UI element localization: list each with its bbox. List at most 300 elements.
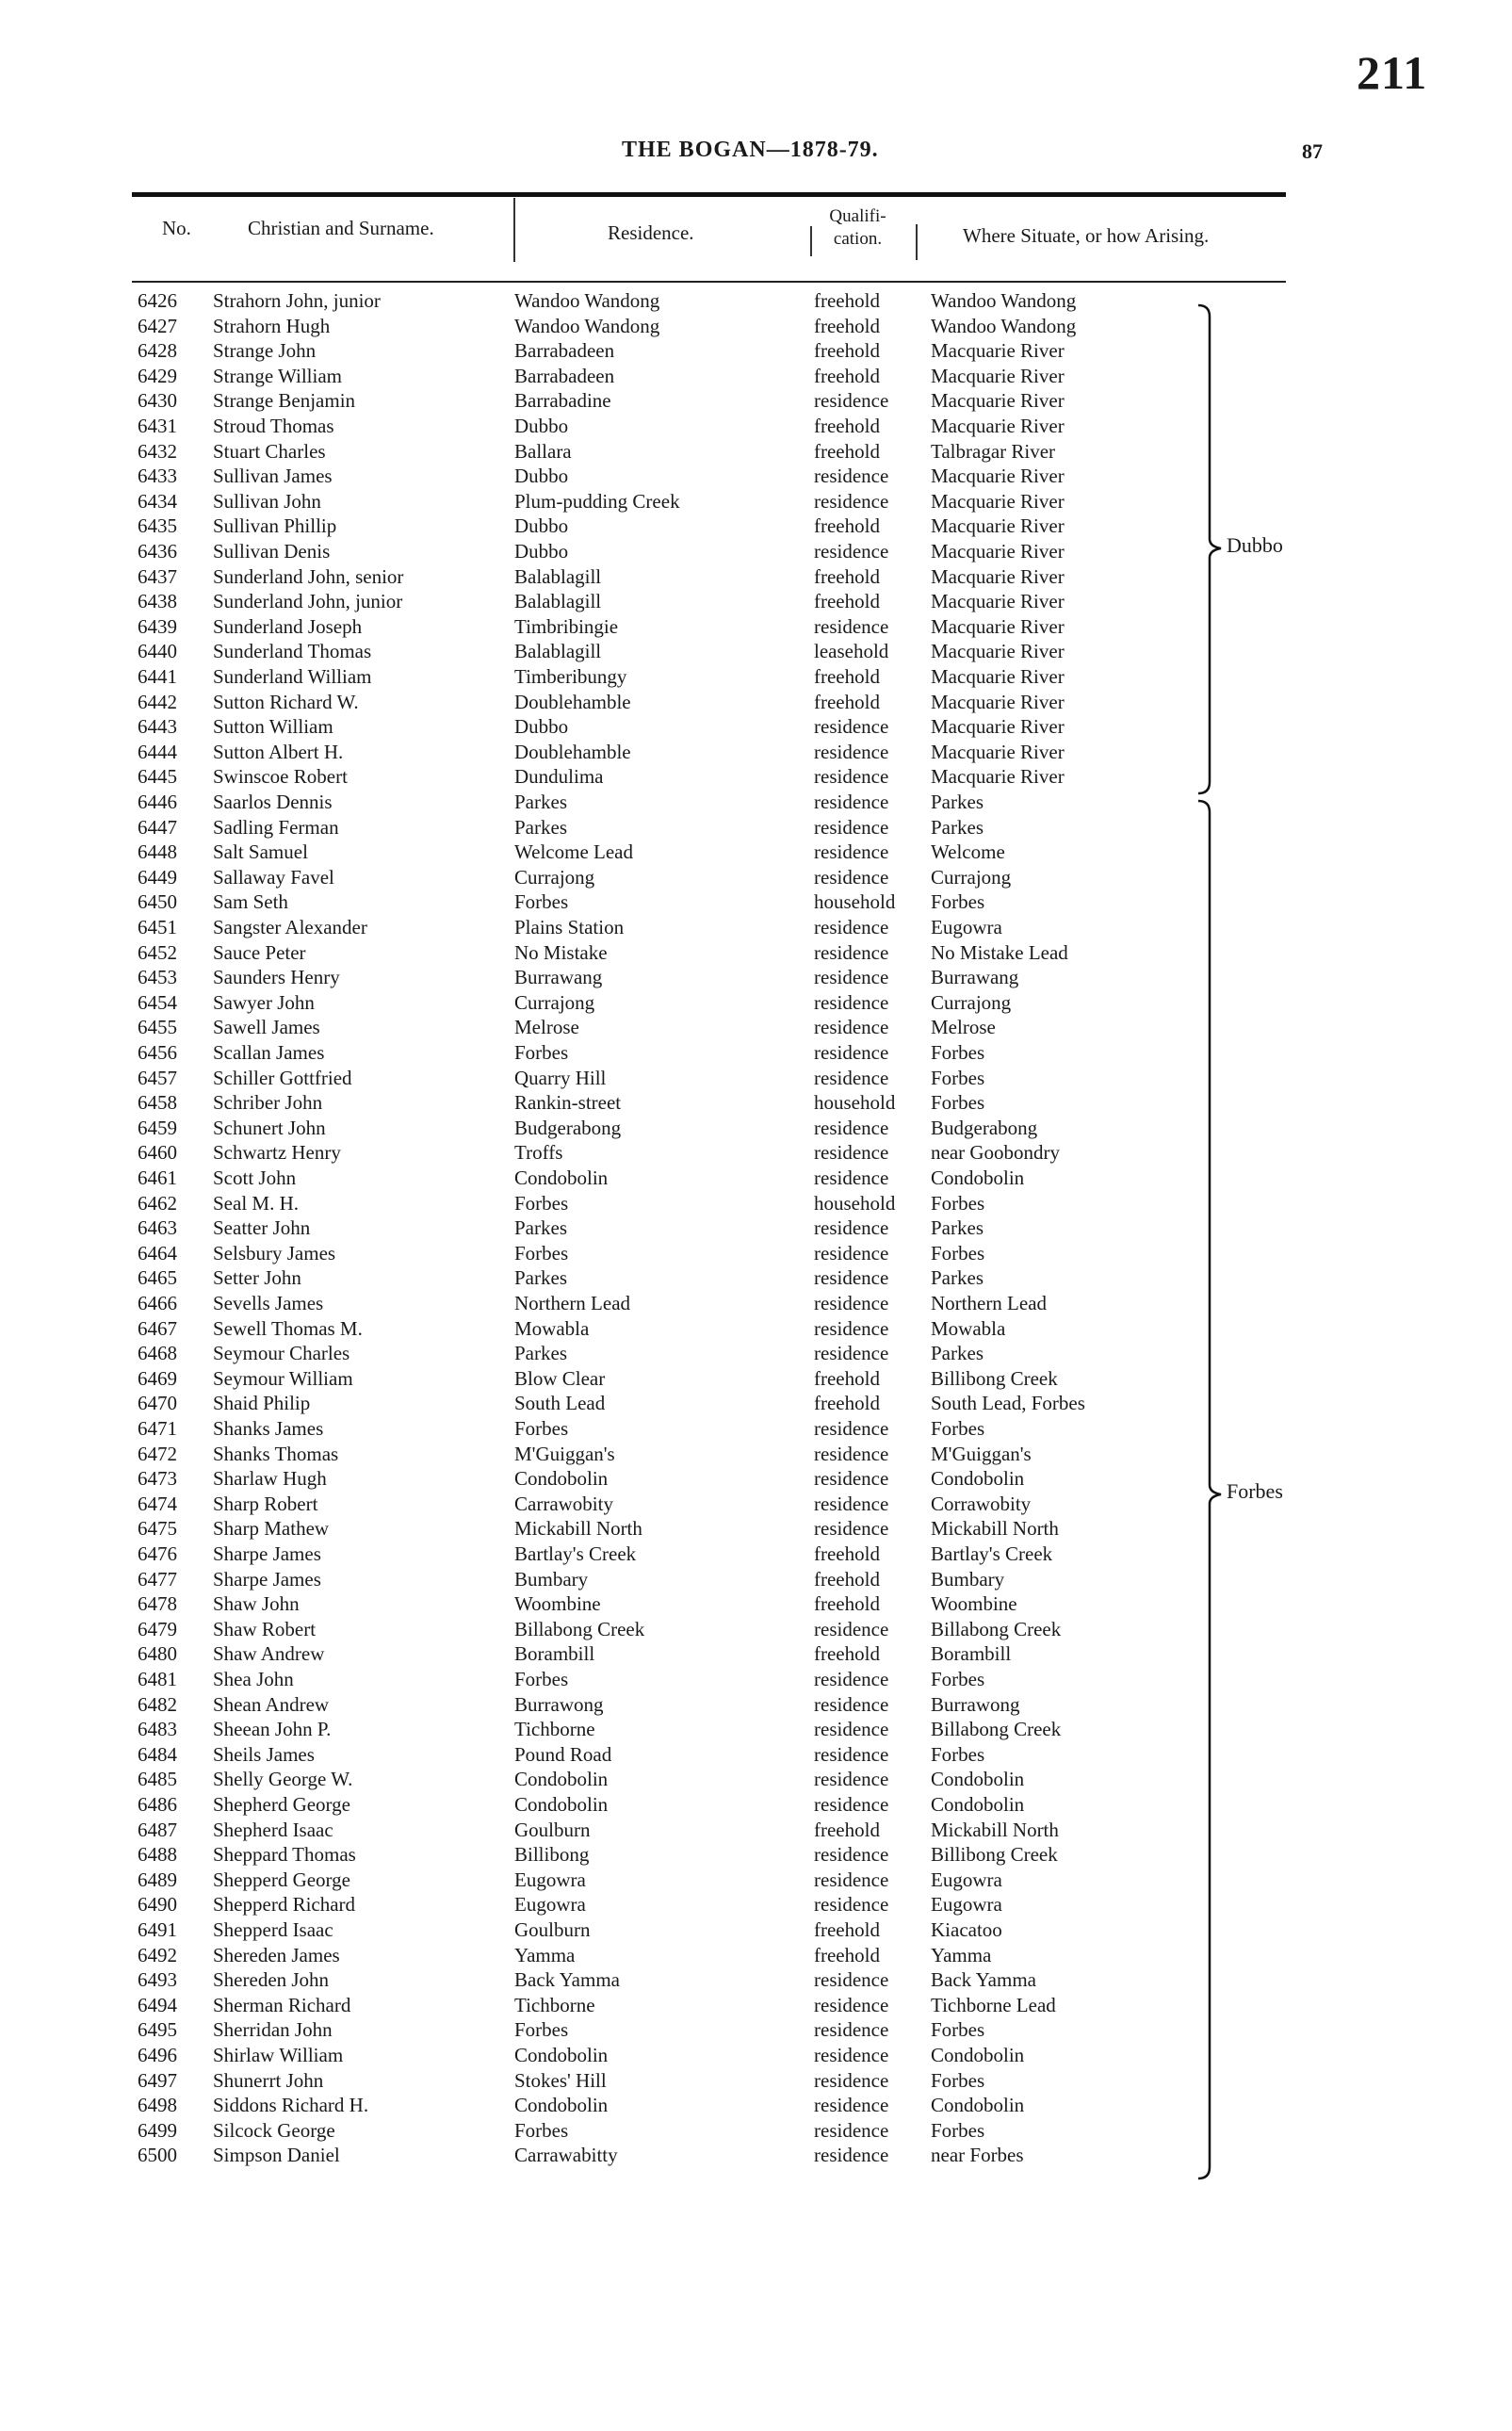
table-row bbox=[0, 764, 1512, 790]
elector-name: Sullivan John bbox=[213, 489, 321, 513]
qualification: residence bbox=[814, 940, 889, 964]
entry-number: 6429 bbox=[138, 364, 177, 387]
qualification: residence bbox=[814, 1066, 889, 1089]
residence: Forbes bbox=[514, 890, 569, 914]
where-situate: Macquarie River bbox=[931, 465, 1065, 488]
district-label-forbes: Forbes bbox=[1227, 1479, 1283, 1503]
entry-number: 6457 bbox=[138, 1066, 177, 1089]
where-situate: Condobolin bbox=[931, 2044, 1025, 2066]
qualification: leasehold bbox=[814, 640, 889, 663]
district-braces bbox=[1196, 292, 1225, 2186]
table-row bbox=[0, 414, 1512, 439]
residence: Billabong Creek bbox=[514, 1617, 645, 1640]
where-situate: near Goobondry bbox=[931, 1141, 1061, 1165]
elector-name: Sherridan John bbox=[213, 2018, 333, 2042]
residence: Condobolin bbox=[514, 2094, 609, 2117]
where-situate: Eugowra bbox=[931, 916, 1002, 938]
entry-number: 6472 bbox=[138, 1442, 177, 1465]
residence: Parkes bbox=[514, 815, 567, 839]
elector-name: Shereden John bbox=[213, 1968, 330, 1992]
elector-name: Sevells James bbox=[213, 1292, 324, 1314]
entry-number: 6431 bbox=[138, 415, 177, 437]
entry-number: 6489 bbox=[138, 1868, 177, 1891]
where-situate: M'Guiggan's bbox=[931, 1442, 1032, 1465]
residence: Stokes' Hill bbox=[514, 2068, 607, 2092]
residence: Plains Station bbox=[514, 916, 625, 938]
qualification: freehold bbox=[814, 564, 880, 588]
table-row bbox=[0, 1717, 1512, 1742]
residence: Bartlay's Creek bbox=[514, 1542, 637, 1565]
entry-number: 6478 bbox=[138, 1592, 177, 1616]
where-situate: Macquarie River bbox=[931, 540, 1065, 563]
qualification: freehold bbox=[814, 690, 880, 713]
elector-name: Stuart Charles bbox=[213, 439, 326, 463]
qualification: residence bbox=[814, 715, 889, 739]
elector-name: Scott John bbox=[213, 1167, 297, 1189]
elector-name: Sunderland Joseph bbox=[213, 614, 363, 638]
residence: No Mistake bbox=[514, 940, 608, 964]
where-situate: Wandoo Wandong bbox=[931, 289, 1077, 312]
residence: Condobolin bbox=[514, 1793, 609, 1816]
qualification: freehold bbox=[814, 514, 880, 538]
qualification: residence bbox=[814, 1417, 889, 1440]
elector-name: Saunders Henry bbox=[213, 966, 340, 989]
qualification: residence bbox=[814, 740, 889, 763]
residence: Budgerabong bbox=[514, 1116, 622, 1139]
elector-name: Sharlaw Hugh bbox=[213, 1467, 327, 1491]
table-row bbox=[0, 1868, 1512, 1893]
qualification: residence bbox=[814, 1041, 889, 1064]
qualification: residence bbox=[814, 815, 889, 839]
table-row bbox=[0, 1116, 1512, 1141]
district-label-dubbo: Dubbo bbox=[1227, 533, 1283, 557]
entry-number: 6476 bbox=[138, 1542, 177, 1565]
where-situate: Forbes bbox=[931, 1041, 985, 1064]
elector-name: Sadling Ferman bbox=[213, 815, 339, 839]
elector-name: Seymour William bbox=[213, 1366, 353, 1390]
where-situate: Forbes bbox=[931, 1191, 985, 1215]
where-situate: Forbes bbox=[931, 1066, 985, 1089]
elector-name: Simpson Daniel bbox=[213, 2144, 340, 2167]
residence: Forbes bbox=[514, 1191, 569, 1215]
entry-number: 6493 bbox=[138, 1968, 177, 1992]
elector-name: Shaw Andrew bbox=[213, 1642, 325, 1666]
table-row bbox=[0, 1366, 1512, 1392]
residence: Burrawang bbox=[514, 966, 603, 989]
where-situate: Corrawobity bbox=[931, 1492, 1032, 1515]
column-header-residence: Residence. bbox=[608, 221, 694, 244]
where-situate: Macquarie River bbox=[931, 364, 1065, 387]
where-situate: Billibong Creek bbox=[931, 1843, 1058, 1867]
table-row bbox=[0, 1316, 1512, 1342]
residence: Billibong bbox=[514, 1843, 590, 1867]
entry-number: 6451 bbox=[138, 916, 177, 938]
elector-name: Shirlaw William bbox=[213, 2044, 344, 2066]
entry-number: 6485 bbox=[138, 1768, 177, 1791]
table-row bbox=[0, 664, 1512, 690]
table-row bbox=[0, 388, 1512, 414]
entry-number: 6495 bbox=[138, 2018, 177, 2042]
table-row bbox=[0, 1943, 1512, 1968]
table-row bbox=[0, 1040, 1512, 1066]
residence: Forbes bbox=[514, 1668, 569, 1690]
entry-number: 6470 bbox=[138, 1392, 177, 1415]
entry-number: 6482 bbox=[138, 1692, 177, 1716]
where-situate: Burrawong bbox=[931, 1692, 1020, 1716]
elector-name: Shepperd Isaac bbox=[213, 1918, 333, 1941]
entry-number: 6461 bbox=[138, 1167, 177, 1189]
elector-name: Schiller Gottfried bbox=[213, 1066, 352, 1089]
residence: Pound Road bbox=[514, 1742, 612, 1766]
entry-number: 6452 bbox=[138, 940, 177, 964]
elector-name: Sullivan Denis bbox=[213, 540, 331, 563]
table-row bbox=[0, 1767, 1512, 1792]
entry-number: 6447 bbox=[138, 815, 177, 839]
entry-number: 6487 bbox=[138, 1818, 177, 1841]
where-situate: Condobolin bbox=[931, 1167, 1025, 1189]
entry-number: 6434 bbox=[138, 489, 177, 513]
entry-number: 6486 bbox=[138, 1793, 177, 1816]
entry-number: 6480 bbox=[138, 1642, 177, 1666]
qualification: residence bbox=[814, 1216, 889, 1240]
qualification: residence bbox=[814, 1893, 889, 1917]
table-row bbox=[0, 1842, 1512, 1868]
where-situate: Billabong Creek bbox=[931, 1718, 1062, 1741]
where-situate: Billibong Creek bbox=[931, 1366, 1058, 1390]
entry-number: 6436 bbox=[138, 540, 177, 563]
qualification: residence bbox=[814, 540, 889, 563]
elector-name: Sam Seth bbox=[213, 890, 288, 914]
entry-number: 6477 bbox=[138, 1567, 177, 1591]
entry-number: 6428 bbox=[138, 339, 177, 363]
elector-name: Sewell Thomas M. bbox=[213, 1316, 363, 1340]
elector-name: Sunderland John, senior bbox=[213, 564, 404, 588]
residence: Condobolin bbox=[514, 1467, 609, 1491]
residence: Doublehamble bbox=[514, 690, 631, 713]
entry-number: 6471 bbox=[138, 1417, 177, 1440]
where-situate: Condobolin bbox=[931, 1793, 1025, 1816]
where-situate: near Forbes bbox=[931, 2144, 1024, 2167]
table-row bbox=[0, 539, 1512, 564]
residence: South Lead bbox=[514, 1392, 606, 1415]
entry-number: 6444 bbox=[138, 740, 177, 763]
residence: Parkes bbox=[514, 1266, 567, 1290]
elector-name: Sunderland Thomas bbox=[213, 640, 372, 663]
elector-name: Sawyer John bbox=[213, 990, 315, 1014]
residence: Woombine bbox=[514, 1592, 601, 1616]
entry-number: 6433 bbox=[138, 465, 177, 488]
qualification: residence bbox=[814, 1316, 889, 1340]
column-separator bbox=[916, 224, 918, 260]
qualification: residence bbox=[814, 1442, 889, 1465]
qualification: residence bbox=[814, 966, 889, 989]
elector-name: Selsbury James bbox=[213, 1241, 336, 1264]
table-row bbox=[0, 2143, 1512, 2168]
elector-name: Shunerrt John bbox=[213, 2068, 324, 2092]
table-row bbox=[0, 439, 1512, 465]
table-row bbox=[0, 1993, 1512, 2018]
qualification: residence bbox=[814, 1718, 889, 1741]
elector-name: Sullivan James bbox=[213, 465, 333, 488]
elector-name: Strange John bbox=[213, 339, 317, 363]
qualification: residence bbox=[814, 614, 889, 638]
where-situate: Bumbary bbox=[931, 1567, 1005, 1591]
table-row bbox=[0, 614, 1512, 640]
table-row bbox=[0, 2068, 1512, 2094]
where-situate: Mickabill North bbox=[931, 1818, 1059, 1841]
qualification: residence bbox=[814, 916, 889, 938]
entry-number: 6456 bbox=[138, 1041, 177, 1064]
elector-name: Shea John bbox=[213, 1668, 294, 1690]
table-row bbox=[0, 690, 1512, 715]
entry-number: 6468 bbox=[138, 1342, 177, 1365]
where-situate: Forbes bbox=[931, 1091, 985, 1115]
entry-number: 6435 bbox=[138, 514, 177, 538]
elector-name: Shepperd George bbox=[213, 1868, 350, 1891]
residence: Forbes bbox=[514, 1417, 569, 1440]
residence: Bumbary bbox=[514, 1567, 589, 1591]
residence: Blow Clear bbox=[514, 1366, 606, 1390]
where-situate: Mowabla bbox=[931, 1316, 1006, 1340]
column-header-no: No. bbox=[162, 217, 191, 239]
qualification: freehold bbox=[814, 415, 880, 437]
entry-number: 6462 bbox=[138, 1191, 177, 1215]
qualification: freehold bbox=[814, 439, 880, 463]
elector-name: Scallan James bbox=[213, 1041, 325, 1064]
qualification: residence bbox=[814, 791, 889, 813]
elector-name: Shaw John bbox=[213, 1592, 300, 1616]
qualification: residence bbox=[814, 2094, 889, 2117]
entry-number: 6437 bbox=[138, 564, 177, 588]
elector-name: Sauce Peter bbox=[213, 940, 306, 964]
page-number: 87 bbox=[1302, 139, 1323, 163]
qualification: freehold bbox=[814, 1592, 880, 1616]
where-situate: Bartlay's Creek bbox=[931, 1542, 1053, 1565]
residence: Condobolin bbox=[514, 2044, 609, 2066]
entry-number: 6432 bbox=[138, 439, 177, 463]
where-situate: Condobolin bbox=[931, 1768, 1025, 1791]
where-situate: Eugowra bbox=[931, 1893, 1002, 1917]
residence: Melrose bbox=[514, 1016, 579, 1039]
where-situate: Forbes bbox=[931, 1742, 985, 1766]
entry-number: 6445 bbox=[138, 765, 177, 789]
residence: Rankin-street bbox=[514, 1091, 622, 1115]
elector-name: Swinscoe Robert bbox=[213, 765, 348, 789]
elector-name: Sawell James bbox=[213, 1016, 320, 1039]
entry-number: 6455 bbox=[138, 1016, 177, 1039]
qualification: residence bbox=[814, 1241, 889, 1264]
where-situate: Macquarie River bbox=[931, 715, 1065, 739]
table-row bbox=[0, 865, 1512, 890]
residence: Parkes bbox=[514, 1216, 567, 1240]
residence: Mickabill North bbox=[514, 1517, 642, 1541]
qualification: freehold bbox=[814, 1918, 880, 1941]
elector-name: Saarlos Dennis bbox=[213, 791, 333, 813]
where-situate: South Lead, Forbes bbox=[931, 1392, 1085, 1415]
entry-number: 6492 bbox=[138, 1943, 177, 1966]
residence: Wandoo Wandong bbox=[514, 314, 660, 337]
table-row bbox=[0, 815, 1512, 840]
elector-name: Seymour Charles bbox=[213, 1342, 350, 1365]
qualification: residence bbox=[814, 2144, 889, 2167]
entry-number: 6446 bbox=[138, 791, 177, 813]
entry-number: 6454 bbox=[138, 990, 177, 1014]
residence: Tichborne bbox=[514, 1993, 595, 2016]
residence: Tichborne bbox=[514, 1718, 595, 1741]
entry-number: 6483 bbox=[138, 1718, 177, 1741]
residence: Eugowra bbox=[514, 1893, 586, 1917]
elector-name: Sangster Alexander bbox=[213, 916, 367, 938]
qualification: residence bbox=[814, 1993, 889, 2016]
elector-name: Sutton Richard W. bbox=[213, 690, 359, 713]
table-row bbox=[0, 1265, 1512, 1291]
residence: Currajong bbox=[514, 865, 595, 889]
residence: Carrawabitty bbox=[514, 2144, 618, 2167]
qualification: residence bbox=[814, 1141, 889, 1165]
residence: Forbes bbox=[514, 2118, 569, 2142]
entry-number: 6469 bbox=[138, 1366, 177, 1390]
table-row bbox=[0, 338, 1512, 364]
where-situate: Condobolin bbox=[931, 2094, 1025, 2117]
where-situate: Forbes bbox=[931, 2118, 985, 2142]
qualification: freehold bbox=[814, 289, 880, 312]
table-row bbox=[0, 489, 1512, 514]
qualification: residence bbox=[814, 2018, 889, 2042]
table-row bbox=[0, 1667, 1512, 1692]
entry-number: 6484 bbox=[138, 1742, 177, 1766]
elector-name: Shaw Robert bbox=[213, 1617, 317, 1640]
qualification: freehold bbox=[814, 1567, 880, 1591]
entry-number: 6494 bbox=[138, 1993, 177, 2016]
qualification: residence bbox=[814, 1692, 889, 1716]
where-situate: Macquarie River bbox=[931, 339, 1065, 363]
elector-name: Shaid Philip bbox=[213, 1392, 311, 1415]
elector-name: Setter John bbox=[213, 1266, 301, 1290]
table-row bbox=[0, 740, 1512, 765]
residence: Timbribingie bbox=[514, 614, 619, 638]
qualification: residence bbox=[814, 1968, 889, 1992]
entry-number: 6488 bbox=[138, 1843, 177, 1867]
where-situate: Forbes bbox=[931, 1417, 985, 1440]
entry-number: 6458 bbox=[138, 1091, 177, 1115]
where-situate: Forbes bbox=[931, 1241, 985, 1264]
elector-name: Sharpe James bbox=[213, 1542, 321, 1565]
elector-name: Siddons Richard H. bbox=[213, 2094, 369, 2117]
table-row bbox=[0, 1166, 1512, 1191]
residence: Eugowra bbox=[514, 1868, 586, 1891]
entry-number: 6459 bbox=[138, 1116, 177, 1139]
residence: Barrabadeen bbox=[514, 364, 615, 387]
residence: Forbes bbox=[514, 1241, 569, 1264]
where-situate: Woombine bbox=[931, 1592, 1017, 1616]
entry-number: 6449 bbox=[138, 865, 177, 889]
entry-number: 6465 bbox=[138, 1266, 177, 1290]
qualification: residence bbox=[814, 990, 889, 1014]
entry-number: 6443 bbox=[138, 715, 177, 739]
table-row bbox=[0, 1692, 1512, 1718]
table-row bbox=[0, 1291, 1512, 1316]
elector-name: Sheean John P. bbox=[213, 1718, 332, 1741]
qualification: freehold bbox=[814, 1943, 880, 1966]
table-row bbox=[0, 314, 1512, 339]
elector-name: Schriber John bbox=[213, 1091, 323, 1115]
residence: Balablagill bbox=[514, 564, 602, 588]
table-row bbox=[0, 2017, 1512, 2043]
qualification: residence bbox=[814, 465, 889, 488]
qualification: residence bbox=[814, 865, 889, 889]
qualification: household bbox=[814, 890, 896, 914]
qualification: freehold bbox=[814, 1392, 880, 1415]
entry-number: 6475 bbox=[138, 1517, 177, 1541]
qualification: residence bbox=[814, 1617, 889, 1640]
table-row bbox=[0, 1742, 1512, 1768]
where-situate: Northern Lead bbox=[931, 1292, 1048, 1314]
entry-number: 6430 bbox=[138, 389, 177, 413]
residence: Goulburn bbox=[514, 1818, 591, 1841]
elector-name: Schwartz Henry bbox=[213, 1141, 341, 1165]
elector-name: Shanks James bbox=[213, 1417, 324, 1440]
entry-number: 6491 bbox=[138, 1918, 177, 1941]
table-row bbox=[0, 1191, 1512, 1216]
qualification: freehold bbox=[814, 665, 880, 688]
folio-number: 211 bbox=[1357, 46, 1428, 99]
residence: Balablagill bbox=[514, 590, 602, 613]
qualification: residence bbox=[814, 1266, 889, 1290]
where-situate: Currajong bbox=[931, 990, 1012, 1014]
residence: Condobolin bbox=[514, 1167, 609, 1189]
residence: Dubbo bbox=[514, 415, 569, 437]
where-situate: Kiacatoo bbox=[931, 1918, 1002, 1941]
where-situate: Macquarie River bbox=[931, 590, 1065, 613]
table-row bbox=[0, 639, 1512, 664]
elector-name: Stroud Thomas bbox=[213, 415, 334, 437]
where-situate: Parkes bbox=[931, 1216, 984, 1240]
table-row bbox=[0, 840, 1512, 865]
table-row bbox=[0, 1216, 1512, 1241]
where-situate: Mickabill North bbox=[931, 1517, 1059, 1541]
entry-number: 6474 bbox=[138, 1492, 177, 1515]
where-situate: Welcome bbox=[931, 840, 1005, 864]
elector-name: Sheppard Thomas bbox=[213, 1843, 356, 1867]
residence: Doublehamble bbox=[514, 740, 631, 763]
qualification: freehold bbox=[814, 364, 880, 387]
elector-name: Strahorn John, junior bbox=[213, 289, 381, 312]
qualification: residence bbox=[814, 1768, 889, 1791]
qualification: freehold bbox=[814, 1366, 880, 1390]
residence: Mowabla bbox=[514, 1316, 590, 1340]
elector-name: Shelly George W. bbox=[213, 1768, 353, 1791]
qualification: residence bbox=[814, 1843, 889, 1867]
qualification: residence bbox=[814, 1167, 889, 1189]
table-row bbox=[0, 589, 1512, 614]
where-situate: Parkes bbox=[931, 1266, 984, 1290]
where-situate: Macquarie River bbox=[931, 514, 1065, 538]
qualification: residence bbox=[814, 2044, 889, 2066]
table-row bbox=[0, 1090, 1512, 1116]
residence: Welcome Lead bbox=[514, 840, 633, 864]
entry-number: 6479 bbox=[138, 1617, 177, 1640]
residence: Plum-pudding Creek bbox=[514, 489, 680, 513]
where-situate: Parkes bbox=[931, 1342, 984, 1365]
qualification: residence bbox=[814, 1793, 889, 1816]
table-row bbox=[0, 940, 1512, 966]
elector-name: Schunert John bbox=[213, 1116, 326, 1139]
elector-name: Shepherd Isaac bbox=[213, 1818, 333, 1841]
table-row bbox=[0, 1015, 1512, 1040]
residence: Dubbo bbox=[514, 465, 569, 488]
table-row bbox=[0, 1641, 1512, 1667]
column-separator bbox=[513, 198, 515, 262]
